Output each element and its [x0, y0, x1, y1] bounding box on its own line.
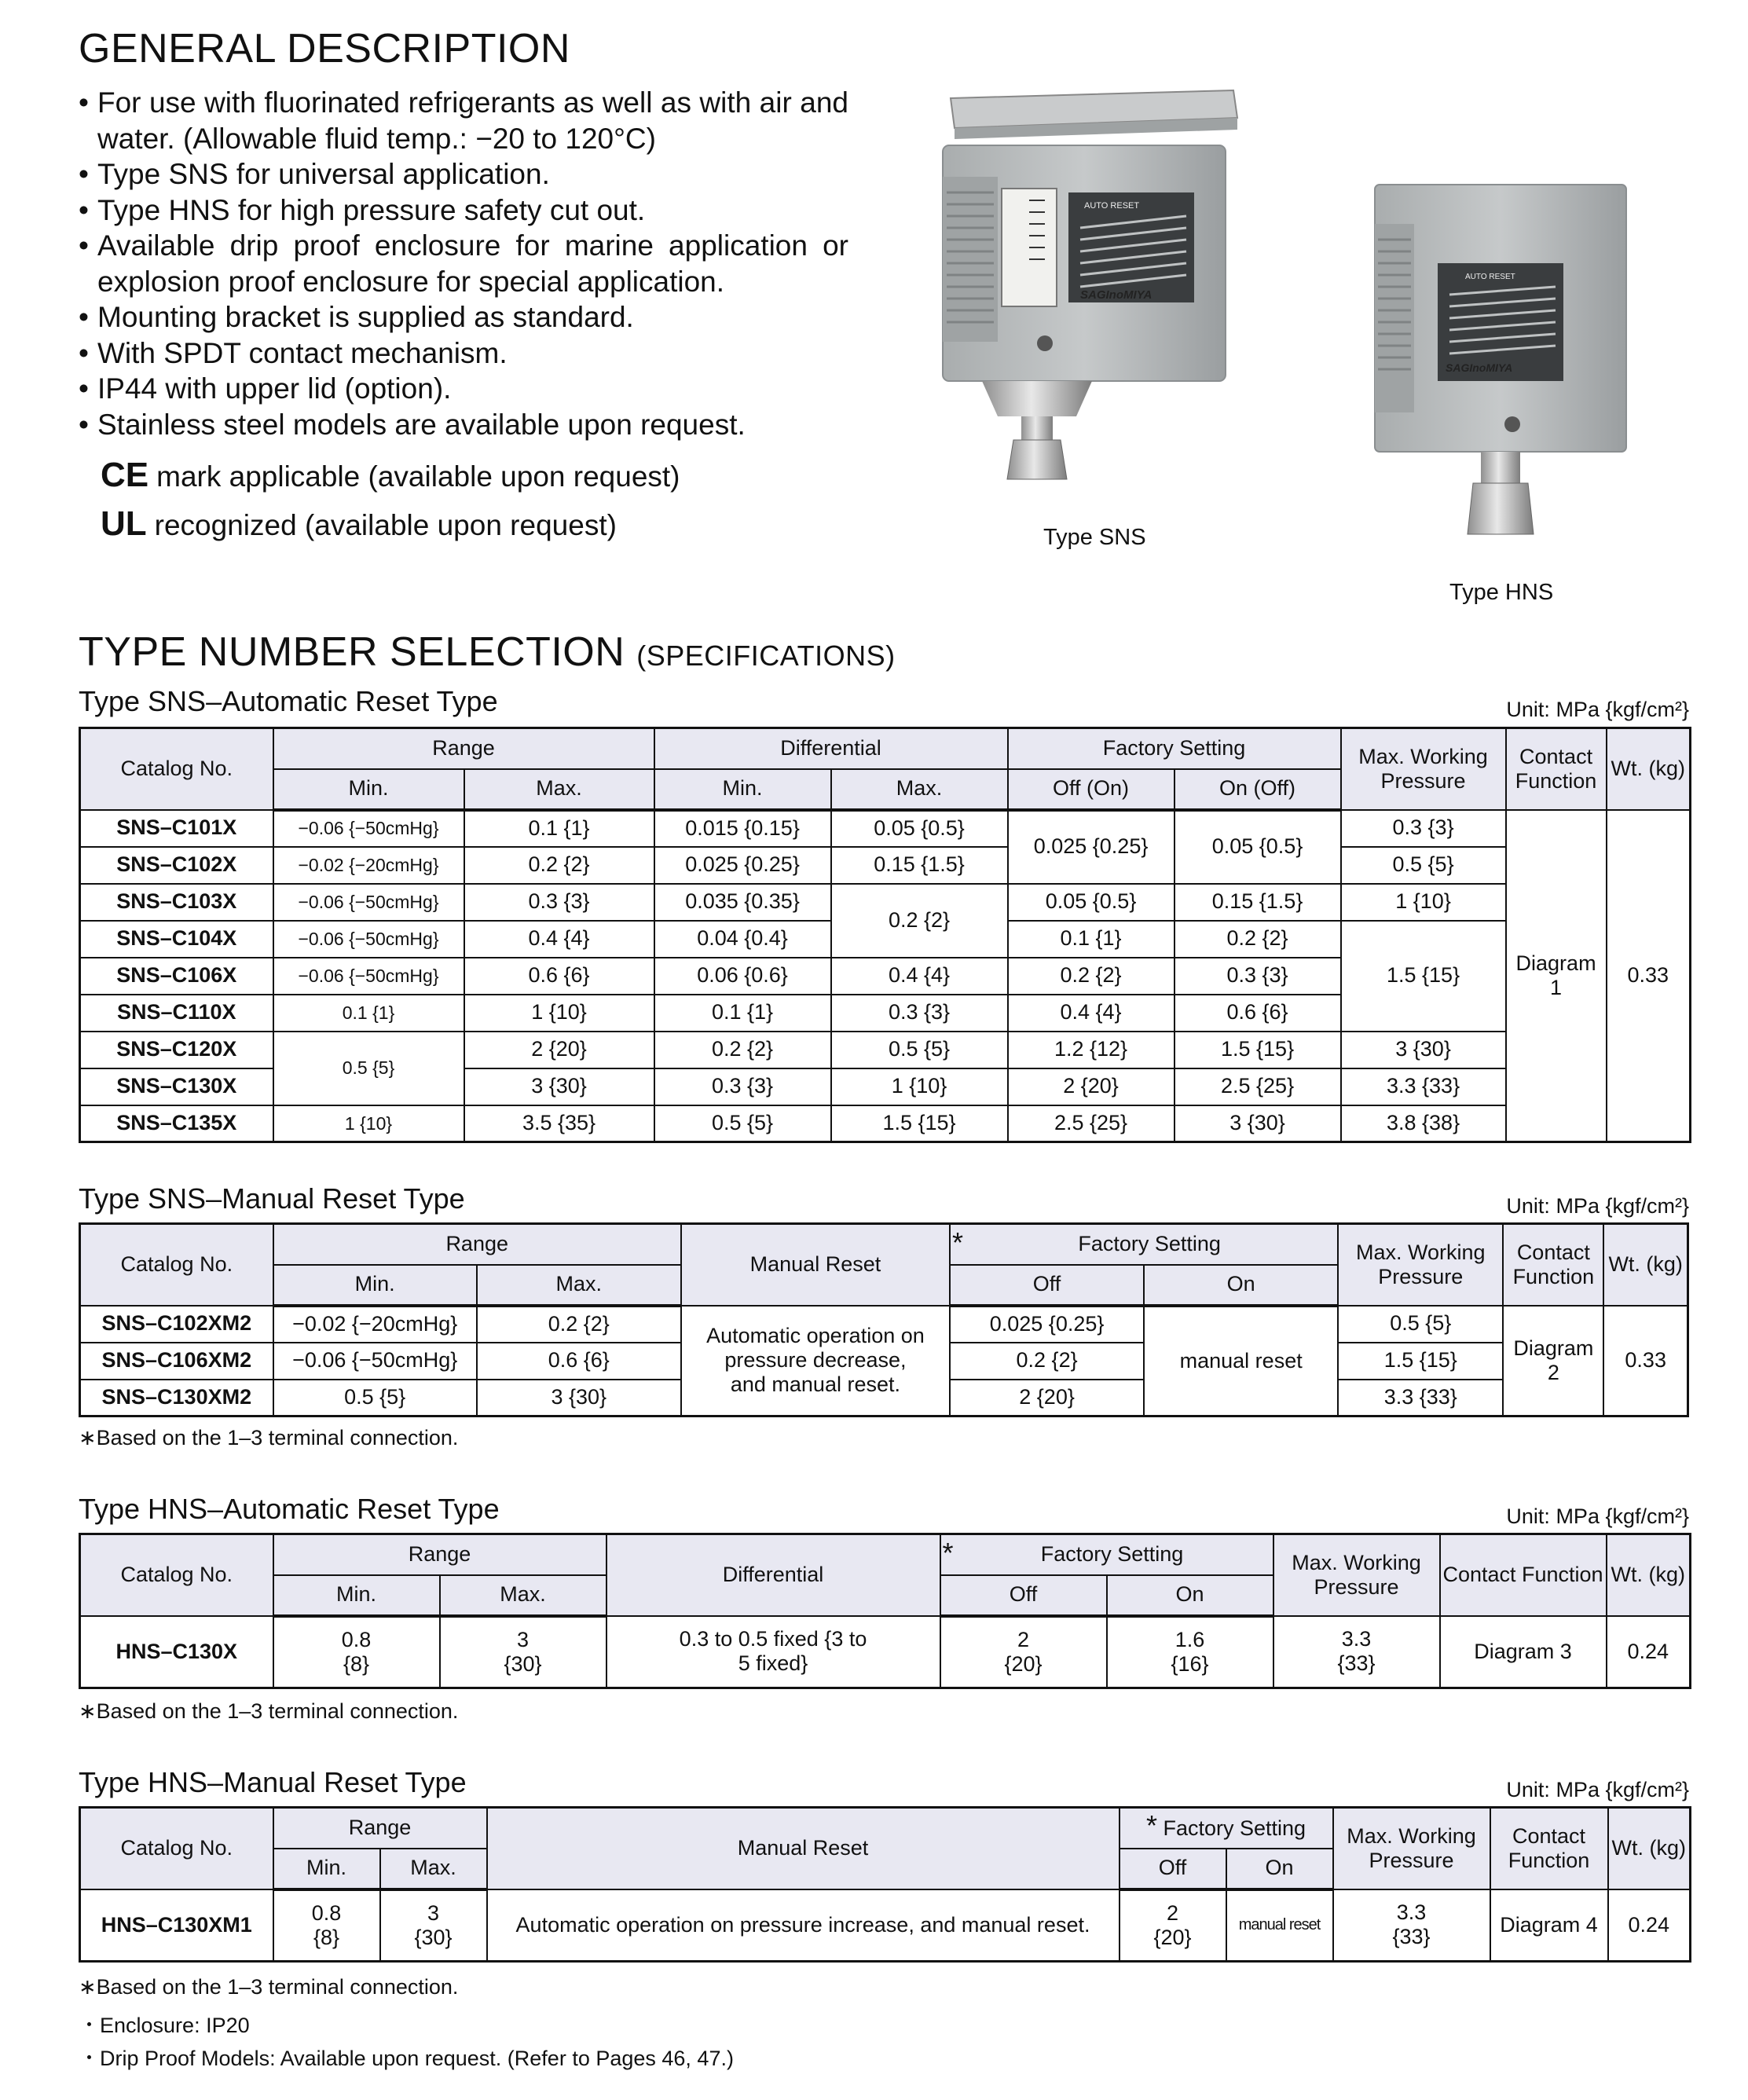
drip-proof-note: ・Drip Proof Models: Available upon request. (Refer to Pages 46, 47.) — [79, 2047, 734, 2070]
header-range-max: Max. — [464, 769, 654, 810]
sns-auto-table — [79, 727, 1691, 1143]
factory-on-cell: manual reset — [1144, 1306, 1338, 1416]
footnote: ∗Based on the 1–3 terminal connection. — [79, 1699, 459, 1723]
factory-off-cell: 2 {20} — [1120, 1889, 1226, 1962]
range-min-cell: 0.5 {5} — [273, 1032, 464, 1105]
header-factory-label: Factory Setting — [1040, 1542, 1184, 1567]
ce-mark-text: mark applicable (available upon request) — [156, 460, 680, 493]
feature-item: • Mounting bracket is supplied as standard. — [79, 299, 848, 335]
range-min-cell: −0.06 {−50cmHg} — [273, 1343, 477, 1380]
header-factory-label: Factory Setting — [1078, 1232, 1221, 1256]
header-diff-max: Max. — [831, 769, 1008, 810]
catalog-cell: SNS–C110X — [80, 995, 273, 1032]
header-range: Range — [273, 728, 654, 769]
header-factory-label: Factory Setting — [1163, 1816, 1306, 1841]
header-max-working: Max. Working Pressure — [1338, 1224, 1503, 1306]
hns-auto-table — [79, 1533, 1691, 1689]
header-off: Off — [1120, 1849, 1226, 1889]
asterisk-mark: * — [942, 1537, 954, 1570]
header-wt: Wt. (kg) — [1607, 728, 1691, 810]
max-working-cell: 3.8 {38} — [1341, 1105, 1506, 1142]
table-row — [80, 847, 1691, 884]
factory-off-cell: 0.1 {1} — [1008, 921, 1174, 958]
selection-subtitle: (SPECIFICATIONS) — [636, 640, 896, 672]
range-min-cell: 0.8 {8} — [273, 1616, 440, 1688]
diff-max-cell: 0.5 {5} — [831, 1032, 1008, 1068]
unit-label: Unit: MPa {kgf/cm²} — [1506, 1194, 1689, 1218]
header-range: Range — [273, 1808, 487, 1849]
contact-cell: Diagram 2 — [1503, 1306, 1603, 1416]
manual-reset-cell: Automatic operation on pressure increase, and manual reset. — [487, 1889, 1120, 1962]
diff-min-cell: 0.015 {0.15} — [654, 810, 831, 847]
catalog-cell: HNS–C130X — [80, 1616, 273, 1688]
wt-cell: 0.24 — [1608, 1889, 1691, 1962]
hns-auto-title: Type HNS–Automatic Reset Type — [79, 1493, 500, 1525]
factory-on-cell: 1.5 {15} — [1174, 1032, 1341, 1068]
range-max-cell: 3 {30} — [477, 1380, 681, 1416]
diff-min-cell: 0.5 {5} — [654, 1105, 831, 1142]
factory-on-cell: 0.15 {1.5} — [1174, 884, 1341, 921]
diff-max-cell: 0.4 {4} — [831, 958, 1008, 995]
range-min-cell: 0.8 {8} — [273, 1889, 380, 1962]
factory-on-cell: 0.3 {3} — [1174, 958, 1341, 995]
wt-cell: 0.24 — [1607, 1616, 1691, 1688]
range-min-cell: −0.06 {−50cmHg} — [273, 810, 464, 847]
type-number-selection-title — [79, 629, 896, 676]
unit-label: Unit: MPa {kgf/cm²} — [1506, 698, 1689, 721]
diff-max-cell: 0.15 {1.5} — [831, 847, 1008, 884]
range-max-cell: 0.6 {6} — [464, 958, 654, 995]
header-range-max: Max. — [477, 1265, 681, 1306]
diff-min-cell: 0.04 {0.4} — [654, 921, 831, 958]
header-catalog: Catalog No. — [80, 1534, 273, 1616]
selection-title: TYPE NUMBER SELECTION — [79, 629, 625, 675]
factory-on-cell: manual reset — [1226, 1889, 1333, 1962]
catalog-cell: HNS–C130XM1 — [80, 1889, 273, 1962]
wt-cell: 0.33 — [1607, 810, 1691, 1142]
range-max-cell: 0.2 {2} — [464, 847, 654, 884]
footnote: ∗Based on the 1–3 terminal connection. — [79, 1426, 459, 1449]
header-catalog: Catalog No. — [80, 1808, 273, 1889]
header-range-max: Max. — [380, 1849, 487, 1889]
range-min-cell: −0.06 {−50cmHg} — [273, 958, 464, 995]
catalog-cell: SNS–C101X — [80, 810, 273, 847]
feature-item: • Type HNS for high pressure safety cut out. — [79, 192, 848, 229]
type-sns-caption: Type SNS — [1043, 525, 1146, 550]
diff-min-cell: 0.06 {0.6} — [654, 958, 831, 995]
type-hns-photo — [1367, 177, 1634, 554]
asterisk-mark: * — [952, 1226, 964, 1259]
type-hns-caption: Type HNS — [1449, 580, 1554, 605]
header-contact: Contact Function — [1440, 1534, 1607, 1616]
max-working-cell: 1.5 {15} — [1341, 921, 1506, 1032]
range-min-cell: 1 {10} — [273, 1105, 464, 1142]
range-max-cell: 0.2 {2} — [477, 1306, 681, 1343]
ce-mark-line — [101, 456, 680, 495]
ul-mark-text: recognized (available upon request) — [154, 509, 617, 541]
header-factory-setting — [940, 1534, 1273, 1575]
header-differential: Differential — [606, 1534, 940, 1616]
header-range-max: Max. — [440, 1575, 606, 1616]
factory-off-cell: 2.5 {25} — [1008, 1105, 1174, 1142]
header-diff-min: Min. — [654, 769, 831, 810]
max-working-cell: 0.5 {5} — [1341, 847, 1506, 884]
catalog-cell: SNS–C106XM2 — [80, 1343, 273, 1380]
factory-off-cell: 2 {20} — [1008, 1068, 1174, 1105]
catalog-cell: SNS–C104X — [80, 921, 273, 958]
header-factory-setting — [1120, 1808, 1333, 1849]
feature-list — [79, 85, 848, 442]
factory-on-cell: 3 {30} — [1174, 1105, 1341, 1142]
ul-mark-line — [101, 504, 617, 544]
catalog-cell: SNS–C103X — [80, 884, 273, 921]
catalog-cell: SNS–C120X — [80, 1032, 273, 1068]
asterisk-mark: * — [1145, 1809, 1157, 1842]
header-on: On — [1144, 1265, 1338, 1306]
header-factory-setting: Factory Setting — [1008, 728, 1341, 769]
catalog-cell: SNS–C135X — [80, 1105, 273, 1142]
header-manual-reset: Manual Reset — [487, 1808, 1120, 1889]
header-wt: Wt. (kg) — [1608, 1808, 1691, 1889]
factory-off-cell: 0.025 {0.25} — [950, 1306, 1144, 1343]
max-working-cell: 3.3 {33} — [1338, 1380, 1503, 1416]
diff-max-cell: 0.3 {3} — [831, 995, 1008, 1032]
factory-on-cell: 2.5 {25} — [1174, 1068, 1341, 1105]
max-working-cell: 3.3 {33} — [1341, 1068, 1506, 1105]
footnote: ∗Based on the 1–3 terminal connection. — [79, 1975, 459, 1999]
factory-off-cell: 2 {20} — [950, 1380, 1144, 1416]
table-row — [80, 1306, 1688, 1343]
table-row — [80, 1889, 1691, 1962]
auto-reset-label: AUTO RESET — [1465, 273, 1515, 281]
diff-min-cell: 0.2 {2} — [654, 1032, 831, 1068]
unit-label: Unit: MPa {kgf/cm²} — [1506, 1778, 1689, 1801]
hns-manual-table — [79, 1806, 1691, 1963]
range-max-cell: 2 {20} — [464, 1032, 654, 1068]
factory-off-cell: 2 {20} — [940, 1616, 1107, 1688]
max-working-cell: 0.3 {3} — [1341, 810, 1506, 847]
wt-cell: 0.33 — [1603, 1306, 1688, 1416]
catalog-cell: SNS–C130XM2 — [80, 1380, 273, 1416]
contact-cell: Diagram 4 — [1490, 1889, 1608, 1962]
range-min-cell: −0.02 {−20cmHg} — [273, 1306, 477, 1343]
feature-item: • Type SNS for universal application. — [79, 156, 848, 192]
max-working-cell: 1 {10} — [1341, 884, 1506, 921]
factory-off-cell: 1.2 {12} — [1008, 1032, 1174, 1068]
header-factory-setting — [950, 1224, 1338, 1265]
range-max-cell: 3 {30} — [380, 1889, 487, 1962]
header-on-off: On (Off) — [1174, 769, 1341, 810]
diff-min-cell: 0.025 {0.25} — [654, 847, 831, 884]
feature-item: • IP44 with upper lid (option). — [79, 371, 848, 407]
sns-manual-table — [79, 1222, 1689, 1417]
range-min-cell: −0.06 {−50cmHg} — [273, 884, 464, 921]
catalog-cell: SNS–C130X — [80, 1068, 273, 1105]
range-max-cell: 0.3 {3} — [464, 884, 654, 921]
contact-cell: Diagram 1 — [1506, 810, 1607, 1142]
brand-label: SAGInoMIYA — [1080, 288, 1153, 302]
header-max-working: Max. Working Pressure — [1273, 1534, 1440, 1616]
max-working-cell: 3.3 {33} — [1273, 1616, 1440, 1688]
header-off: Off — [940, 1575, 1107, 1616]
feature-item: • For use with fluorinated refrigerants as well as with air and water. (Allowable fluid temp.: −20 to 120°C) — [79, 85, 848, 156]
header-catalog: Catalog No. — [80, 728, 273, 810]
feature-item: • Available drip proof enclosure for marine application or explosion proof enclosure for special application. — [79, 228, 848, 299]
sns-manual-title: Type SNS–Manual Reset Type — [79, 1182, 465, 1215]
catalog-cell: SNS–C106X — [80, 958, 273, 995]
header-max-working: Max. Working Pressure — [1341, 728, 1506, 810]
max-working-cell: 0.5 {5} — [1338, 1306, 1503, 1343]
header-off: Off — [950, 1265, 1144, 1306]
header-manual-reset: Manual Reset — [681, 1224, 950, 1306]
header-range-min: Min. — [273, 1575, 440, 1616]
feature-item: • Stainless steel models are available upon request. — [79, 407, 848, 443]
range-max-cell: 0.4 {4} — [464, 921, 654, 958]
table-row — [80, 884, 1691, 921]
header-wt: Wt. (kg) — [1607, 1534, 1691, 1616]
catalog-cell: SNS–C102X — [80, 847, 273, 884]
diff-min-cell: 0.035 {0.35} — [654, 884, 831, 921]
unit-label: Unit: MPa {kgf/cm²} — [1506, 1504, 1689, 1528]
diff-max-cell: 1.5 {15} — [831, 1105, 1008, 1142]
header-range-min: Min. — [273, 1849, 380, 1889]
range-max-cell: 3 {30} — [464, 1068, 654, 1105]
factory-off-cell: 0.4 {4} — [1008, 995, 1174, 1032]
header-differential: Differential — [654, 728, 1008, 769]
header-range-min: Min. — [273, 1265, 477, 1306]
hns-manual-title: Type HNS–Manual Reset Type — [79, 1766, 467, 1798]
max-working-cell: 3.3 {33} — [1333, 1889, 1490, 1962]
range-max-cell: 0.6 {6} — [477, 1343, 681, 1380]
header-contact: Contact Function — [1490, 1808, 1608, 1889]
manual-reset-cell: Automatic operation on pressure decrease, and manual reset. — [681, 1306, 950, 1416]
header-on: On — [1107, 1575, 1273, 1616]
brand-label: SAGInoMIYA — [1446, 361, 1513, 374]
ul-mark-icon: UL — [101, 504, 147, 543]
differential-cell: 0.3 to 0.5 fixed {3 to 5 fixed} — [606, 1616, 940, 1688]
range-min-cell: −0.06 {−50cmHg} — [273, 921, 464, 958]
feature-item: • With SPDT contact mechanism. — [79, 335, 848, 372]
auto-reset-label: AUTO RESET — [1084, 201, 1140, 211]
table-row — [80, 810, 1691, 847]
diff-max-cell: 0.05 {0.5} — [831, 810, 1008, 847]
header-range-min: Min. — [273, 769, 464, 810]
range-max-cell: 1 {10} — [464, 995, 654, 1032]
factory-off-cell: 0.05 {0.5} — [1008, 884, 1174, 921]
range-max-cell: 0.1 {1} — [464, 810, 654, 847]
factory-off-cell: 0.2 {2} — [1008, 958, 1174, 995]
type-sns-photo — [927, 82, 1257, 507]
max-working-cell: 3 {30} — [1341, 1032, 1506, 1068]
contact-cell: Diagram 3 — [1440, 1616, 1607, 1688]
range-max-cell: 3.5 {35} — [464, 1105, 654, 1142]
table-row — [80, 1105, 1691, 1142]
header-range: Range — [273, 1224, 681, 1265]
max-working-cell: 1.5 {15} — [1338, 1343, 1503, 1380]
header-catalog: Catalog No. — [80, 1224, 273, 1306]
header-off-on: Off (On) — [1008, 769, 1174, 810]
header-contact: Contact Function — [1506, 728, 1607, 810]
sns-auto-title: Type SNS–Automatic Reset Type — [79, 685, 498, 717]
factory-on-cell: 0.2 {2} — [1174, 921, 1341, 958]
header-contact: Contact Function — [1503, 1224, 1603, 1306]
ce-mark-icon: CE — [101, 456, 149, 494]
diff-min-cell: 0.1 {1} — [654, 995, 831, 1032]
header-max-working: Max. Working Pressure — [1333, 1808, 1490, 1889]
factory-off-cell: 0.2 {2} — [950, 1343, 1144, 1380]
table-row — [80, 1616, 1691, 1688]
header-wt: Wt. (kg) — [1603, 1224, 1688, 1306]
catalog-cell: SNS–C102XM2 — [80, 1306, 273, 1343]
diff-min-cell: 0.3 {3} — [654, 1068, 831, 1105]
range-min-cell: 0.5 {5} — [273, 1380, 477, 1416]
header-on: On — [1226, 1849, 1333, 1889]
range-min-cell: 0.1 {1} — [273, 995, 464, 1032]
range-max-cell: 3 {30} — [440, 1616, 606, 1688]
enclosure-note: ・Enclosure: IP20 — [79, 2014, 250, 2037]
diff-max-cell: 1 {10} — [831, 1068, 1008, 1105]
range-min-cell: −0.02 {−20cmHg} — [273, 847, 464, 884]
table-row — [80, 1032, 1691, 1068]
general-description-title: GENERAL DESCRIPTION — [79, 26, 570, 71]
diff-max-cell: 0.2 {2} — [831, 884, 1008, 958]
factory-off-cell: 0.025 {0.25} — [1008, 810, 1174, 884]
factory-on-cell: 0.05 {0.5} — [1174, 810, 1341, 884]
header-range: Range — [273, 1534, 606, 1575]
factory-on-cell: 1.6 {16} — [1107, 1616, 1273, 1688]
factory-on-cell: 0.6 {6} — [1174, 995, 1341, 1032]
